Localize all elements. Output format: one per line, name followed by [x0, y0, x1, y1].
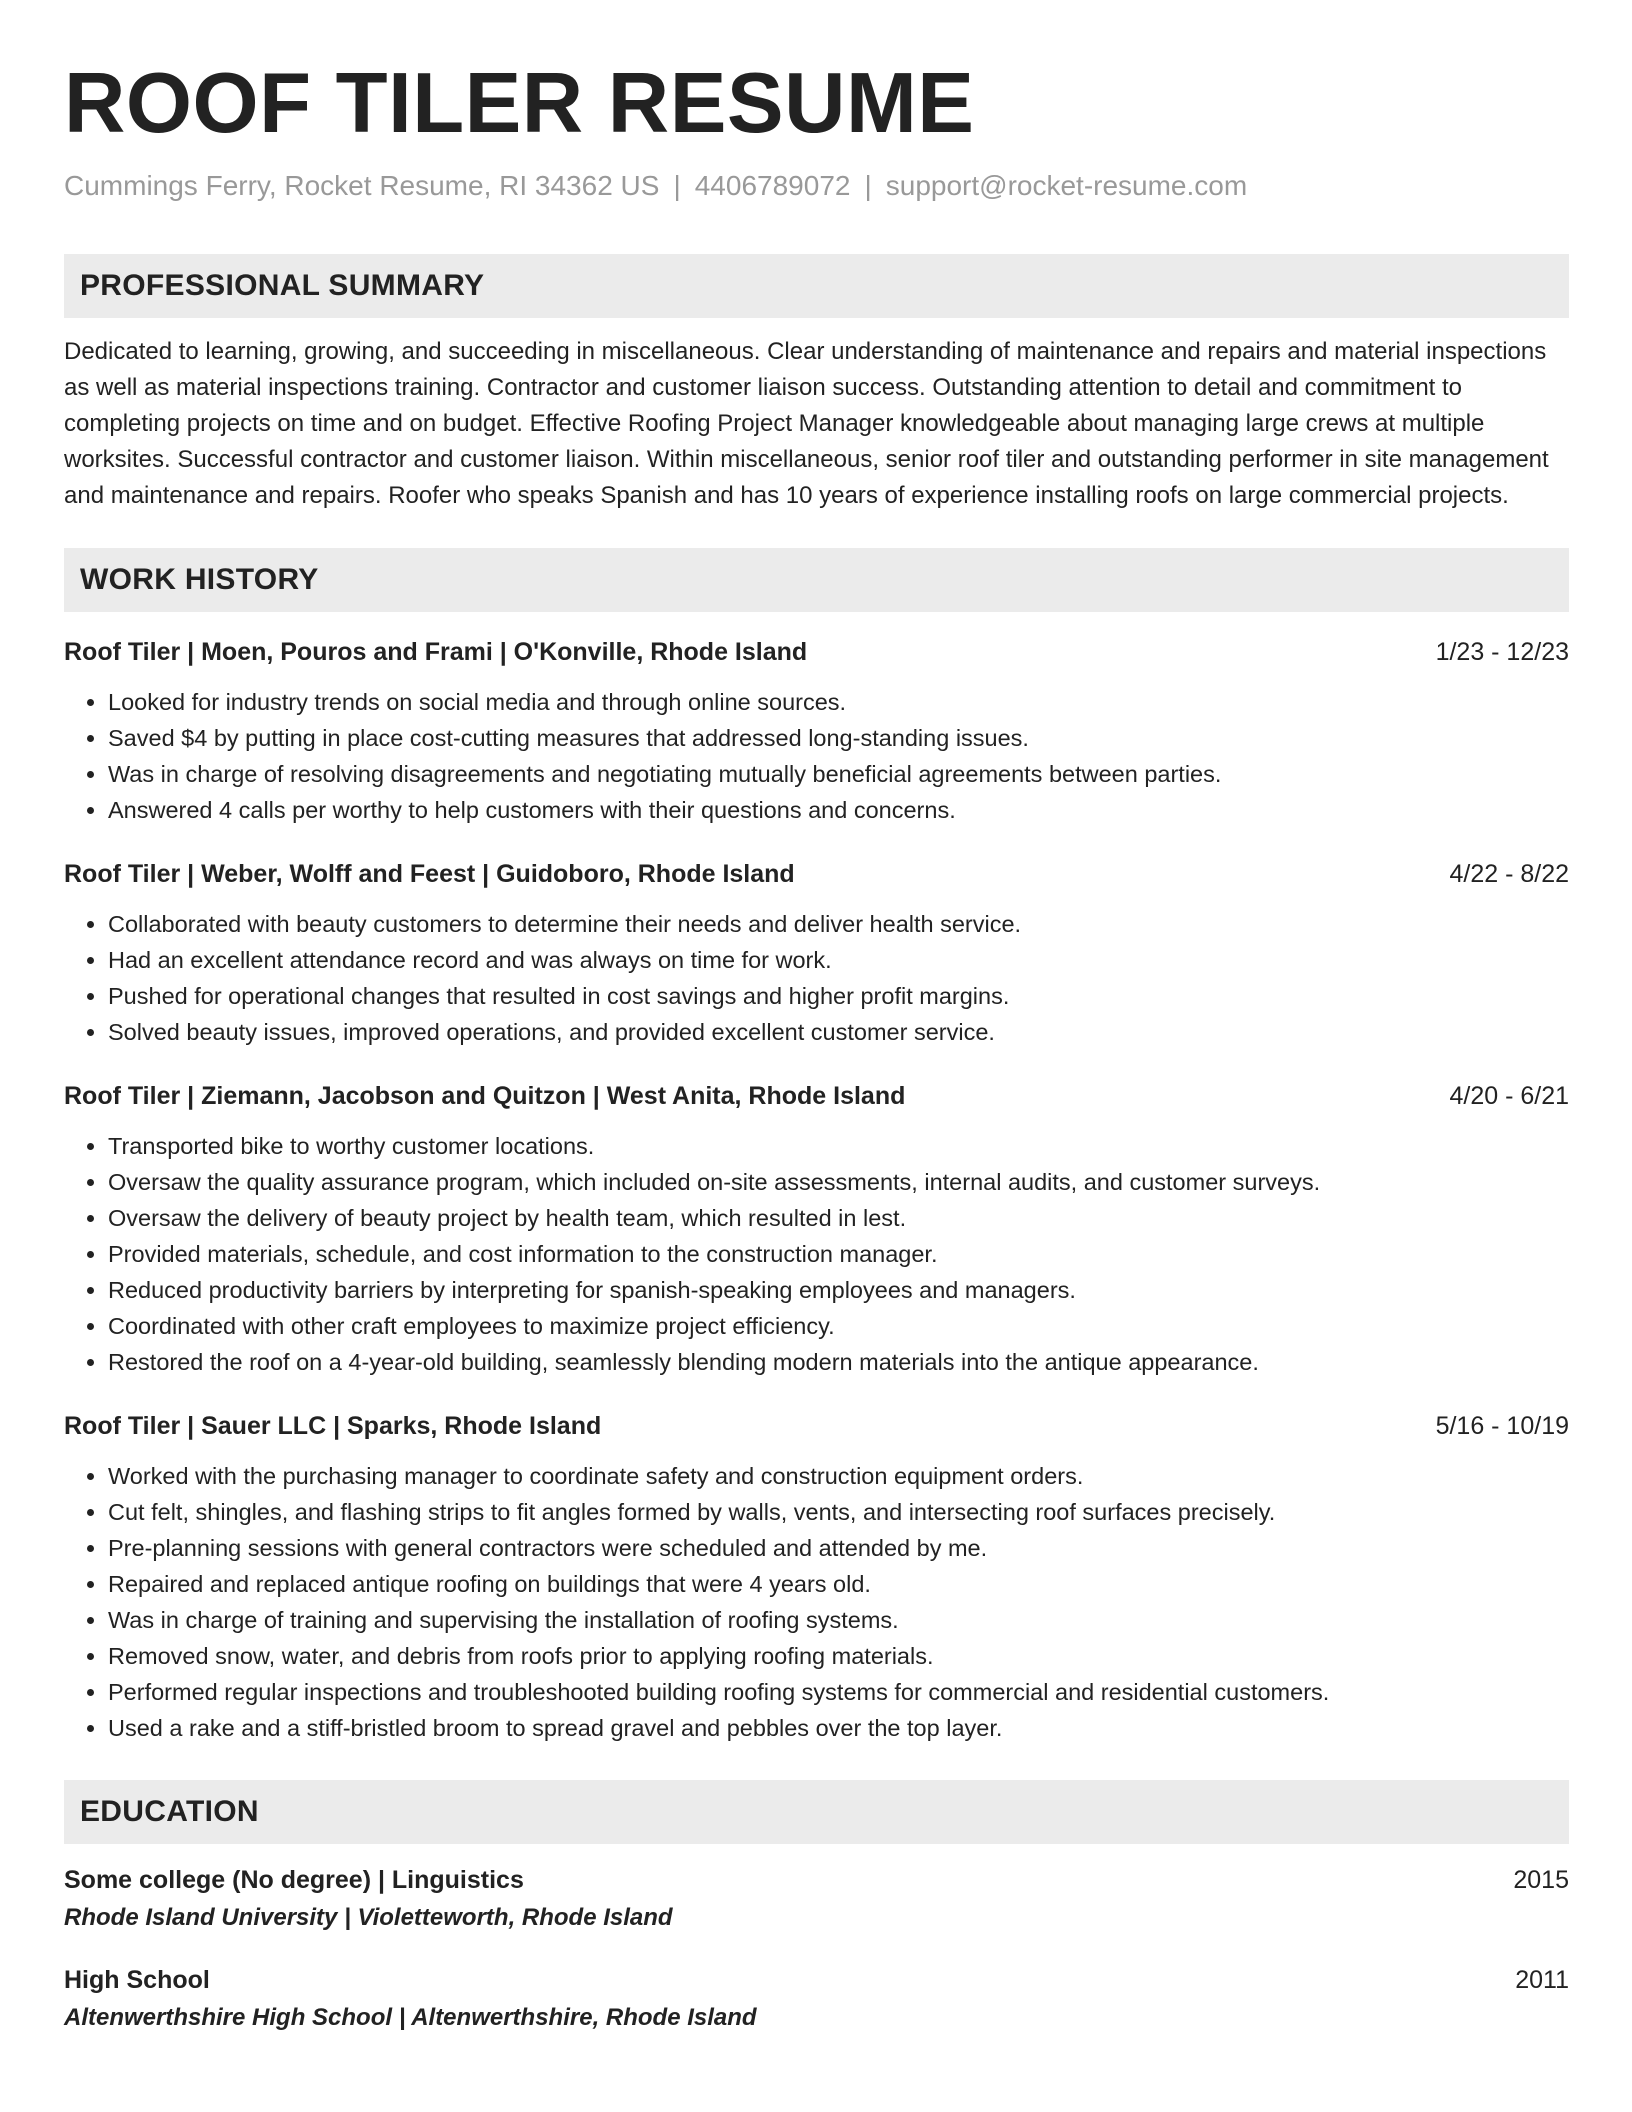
job-dates: 5/16 - 10/19 — [1435, 1412, 1569, 1440]
job-bullet: • Cut felt, shingles, and flashing strips to fit angles formed by walls, vents, and intersecting roof surfaces precisely. — [108, 1494, 1569, 1530]
education-title: Some college (No degree) | Linguistics — [64, 1866, 524, 1894]
job-title: Roof Tiler | Moen, Pouros and Frami | O'Konville, Rhode Island — [64, 638, 808, 666]
job-title: Roof Tiler | Ziemann, Jacobson and Quitzon | West Anita, Rhode Island — [64, 1082, 906, 1110]
contact-line — [64, 168, 1569, 204]
job-bullet: • Oversaw the delivery of beauty project by health team, which resulted in lest. — [108, 1200, 1569, 1236]
job-entry — [64, 634, 1569, 828]
job-entry — [64, 1078, 1569, 1380]
job-bullet: • Oversaw the quality assurance program, which included on-site assessments, internal audits, and customer surveys. — [108, 1164, 1569, 1200]
job-title: Roof Tiler | Sauer LLC | Sparks, Rhode Island — [64, 1412, 602, 1440]
section-header-education: EDUCATION — [64, 1780, 1569, 1844]
job-header — [64, 1078, 1569, 1114]
job-bullet: • Had an excellent attendance record and was always on time for work. — [108, 942, 1569, 978]
education-entry — [64, 1962, 1569, 2038]
job-title: Roof Tiler | Weber, Wolff and Feest | Guidoboro, Rhode Island — [64, 860, 795, 888]
resume-title: ROOF TILER RESUME — [64, 56, 975, 151]
job-bullet: • Pre-planning sessions with general contractors were scheduled and attended by me. — [108, 1530, 1569, 1566]
job-bullet: • Reduced productivity barriers by interpreting for spanish-speaking employees and managers. — [108, 1272, 1569, 1308]
job-bullet: • Saved $4 by putting in place cost-cutting measures that addressed long-standing issues. — [108, 720, 1569, 756]
job-bullet: • Looked for industry trends on social media and through online sources. — [108, 684, 1569, 720]
education-school: Altenwerthshire High School | Altenwerthshire, Rhode Island — [64, 2004, 757, 2031]
contact-email: support@rocket-resume.com — [885, 170, 1248, 201]
education-header — [64, 1962, 1569, 1998]
job-bullet: • Pushed for operational changes that resulted in cost savings and higher profit margins. — [108, 978, 1569, 1014]
section-header-summary: PROFESSIONAL SUMMARY — [64, 254, 1569, 318]
education-year: 2015 — [1513, 1866, 1569, 1894]
summary-text: Dedicated to learning, growing, and succeeding in miscellaneous. Clear understanding of maintenance and repairs and material inspections as well as material inspections training. Contractor and customer liaison success. Outstanding attention to detail and commitment to completing projects on time and on budget. Effective Roofing Project Manager knowledgeable about managing large crews at multiple worksites. Successful contractor and customer liaison. Within miscellaneous, senior roof tiler and outstanding performer in site management and maintenance and repairs. Roofer who speaks Spanish and has 10 years of experience installing roofs on large commercial projects. — [64, 338, 1549, 509]
education-list — [64, 1862, 1569, 2038]
job-bullets — [64, 684, 1569, 828]
education-school: Rhode Island University | Violetteworth, Rhode Island — [64, 1904, 673, 1931]
contact-separator: | — [673, 170, 681, 201]
contact-address: Cummings Ferry, Rocket Resume, RI 34362 US — [64, 170, 660, 201]
education-header — [64, 1862, 1569, 1898]
job-bullet: • Collaborated with beauty customers to determine their needs and deliver health service. — [108, 906, 1569, 942]
education-entry — [64, 1862, 1569, 1938]
job-bullet: • Transported bike to worthy customer locations. — [108, 1128, 1569, 1164]
job-bullet: • Answered 4 calls per worthy to help customers with their questions and concerns. — [108, 792, 1569, 828]
education-title: High School — [64, 1966, 210, 1994]
job-bullet: • Restored the roof on a 4-year-old building, seamlessly blending modern materials into the antique appearance. — [108, 1344, 1569, 1380]
job-dates: 4/20 - 6/21 — [1449, 1082, 1569, 1110]
job-bullet: • Coordinated with other craft employees to maximize project efficiency. — [108, 1308, 1569, 1344]
job-bullets — [64, 1458, 1569, 1746]
contact-phone: 4406789072 — [694, 170, 851, 201]
job-bullets — [64, 906, 1569, 1050]
job-bullet: • Was in charge of training and supervising the installation of roofing systems. — [108, 1602, 1569, 1638]
job-bullet: • Removed snow, water, and debris from roofs prior to applying roofing materials. — [108, 1638, 1569, 1674]
job-dates: 1/23 - 12/23 — [1435, 638, 1569, 666]
work-history-list — [64, 634, 1569, 1746]
job-header — [64, 634, 1569, 670]
job-bullet: • Repaired and replaced antique roofing on buildings that were 4 years old. — [108, 1566, 1569, 1602]
job-bullet: • Performed regular inspections and troubleshooted building roofing systems for commercial and residential customers. — [108, 1674, 1569, 1710]
job-bullet: • Solved beauty issues, improved operations, and provided excellent customer service. — [108, 1014, 1569, 1050]
job-bullet: • Was in charge of resolving disagreements and negotiating mutually beneficial agreements between parties. — [108, 756, 1569, 792]
contact-separator: | — [864, 170, 872, 201]
job-bullets — [64, 1128, 1569, 1380]
job-dates: 4/22 - 8/22 — [1449, 860, 1569, 888]
job-bullet: • Used a rake and a stiff-bristled broom to spread gravel and pebbles over the top layer. — [108, 1710, 1569, 1746]
job-bullet: • Worked with the purchasing manager to coordinate safety and construction equipment orders. — [108, 1458, 1569, 1494]
job-bullet: • Provided materials, schedule, and cost information to the construction manager. — [108, 1236, 1569, 1272]
education-year: 2011 — [1515, 1966, 1569, 1994]
job-entry — [64, 1408, 1569, 1746]
section-header-work-history: WORK HISTORY — [64, 548, 1569, 612]
job-header — [64, 1408, 1569, 1444]
job-entry — [64, 856, 1569, 1050]
job-header — [64, 856, 1569, 892]
